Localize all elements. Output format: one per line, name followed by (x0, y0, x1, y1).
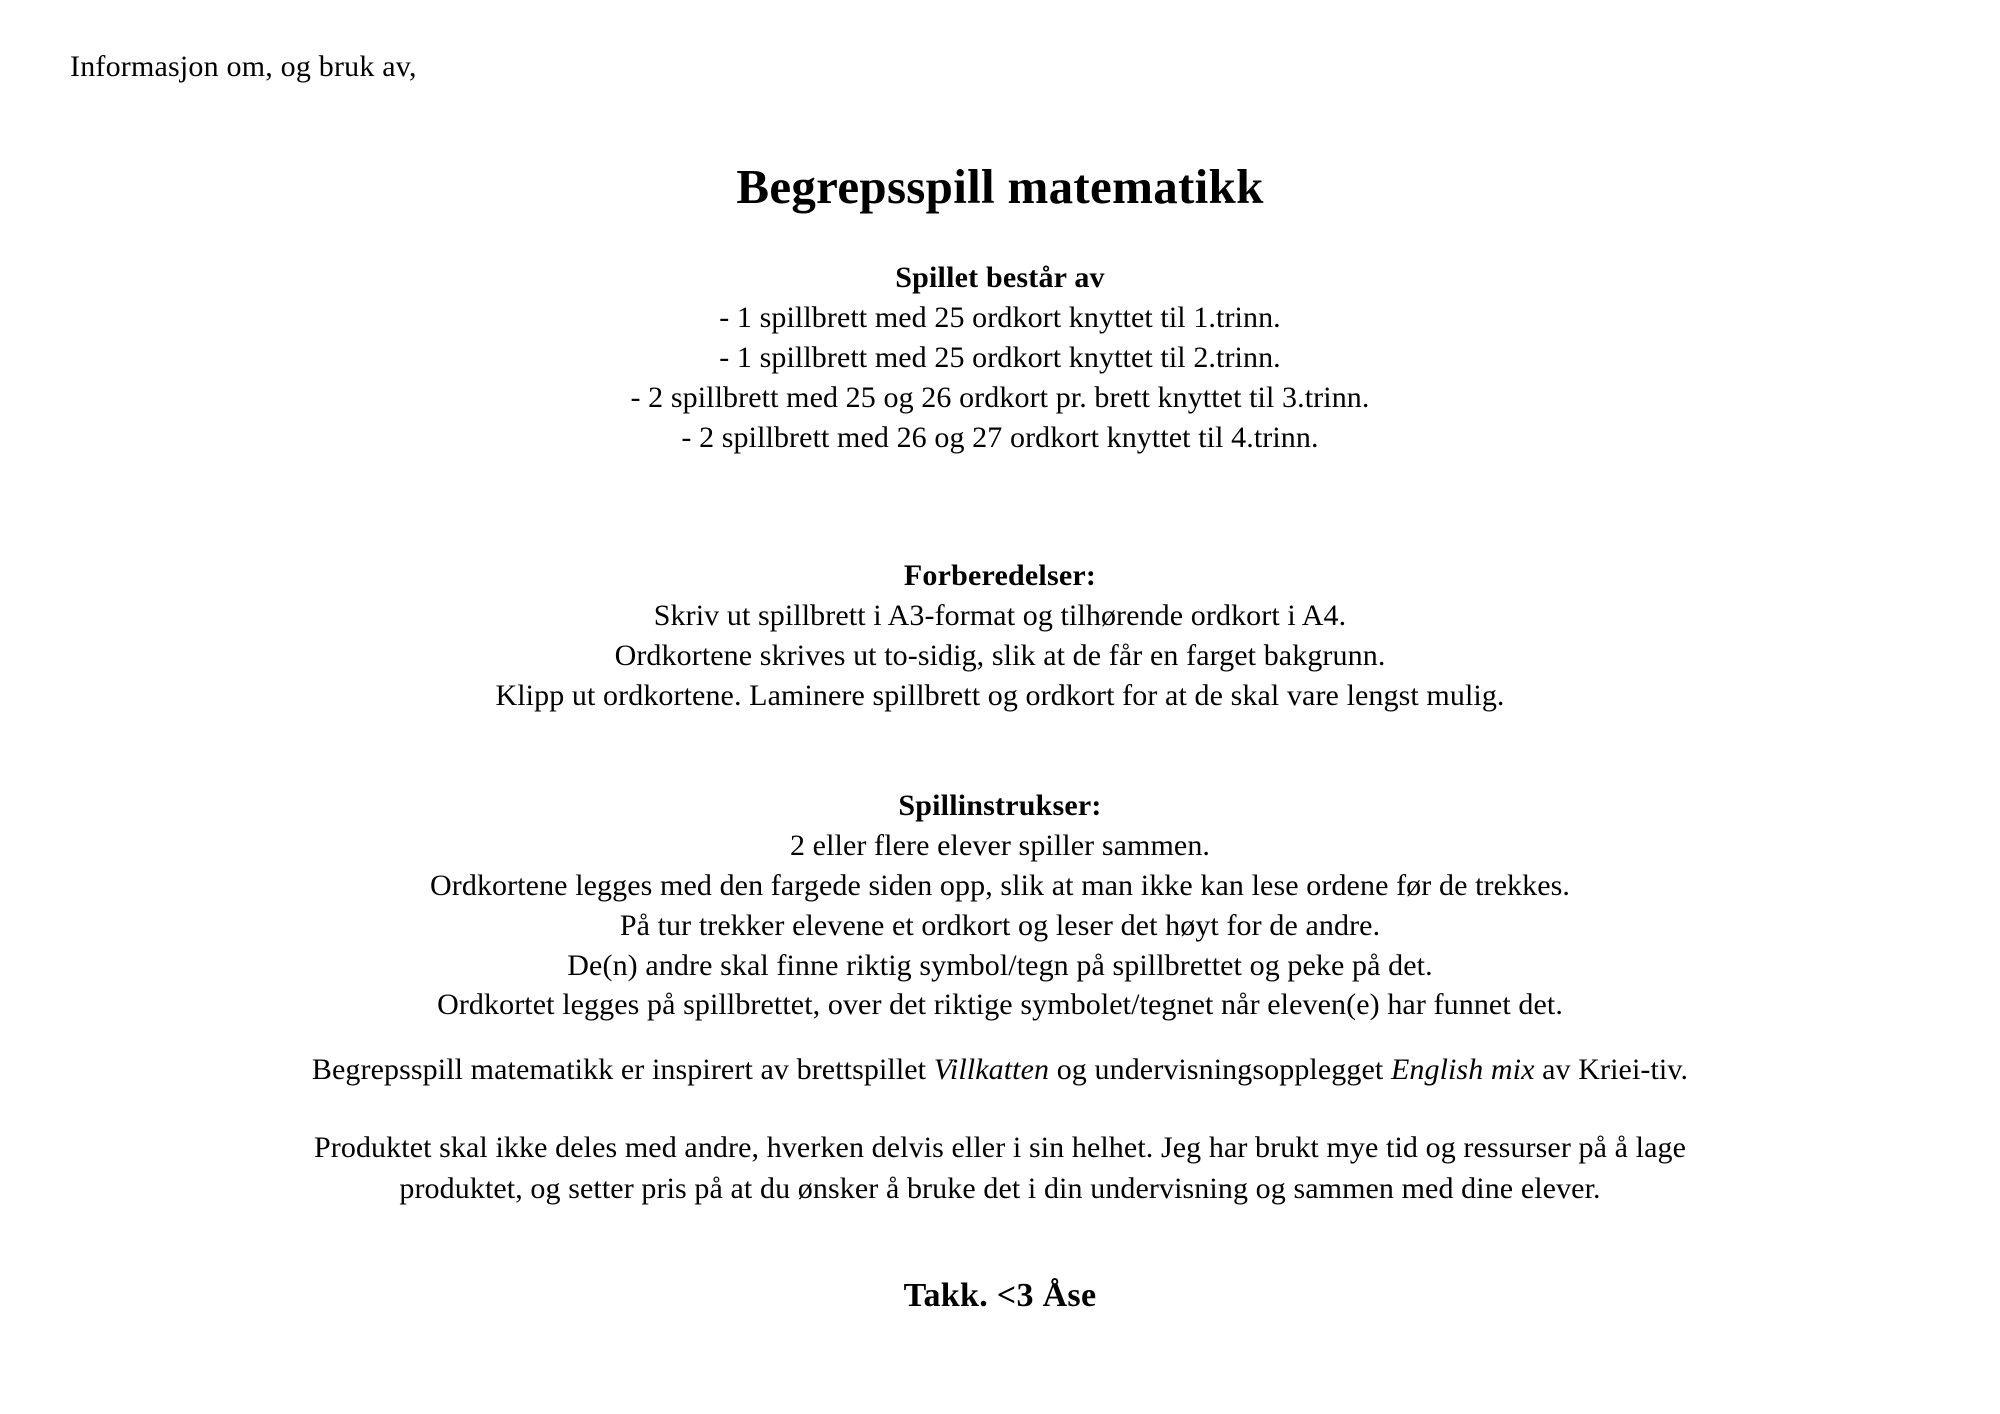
contents-line: - 1 spillbrett med 25 ordkort knyttet til 2.trinn. (719, 340, 1281, 374)
inspiration-line (0, 1050, 2000, 1090)
section-heading-instructions: Spillinstrukser: (898, 789, 1102, 822)
contents-line: - 1 spillbrett med 25 ordkort knyttet til 1.trinn. (719, 300, 1281, 334)
instructions-line: Ordkortene legges med den fargede siden opp, slik at man ikke kan lese ordene før de trekkes. (429, 868, 1571, 902)
sharing-paragraph-text: Produktet skal ikke deles med andre, hverken delvis eller i sin helhet. Jeg har brukt mye tid og ressurser på å lage produktet, og setter pris på at du ønsker å bruke det i din undervisning og sammen med dine elever. (313, 1131, 1687, 1205)
section-inspiration (0, 1050, 2000, 1090)
inspiration-text-part-3: av Kriei-tiv. (1534, 1053, 1689, 1086)
preparations-line: Klipp ut ordkortene. Laminere spillbrett og ordkort for at de skal vare lengst mulig. (495, 678, 1505, 712)
inspiration-text-part-2: og undervisningsopplegget (1049, 1053, 1391, 1086)
inspiration-text-part-1: Begrepsspill matematikk er inspirert av brettspillet (311, 1053, 934, 1086)
preparations-line: Skriv ut spillbrett i A3-format og tilhørende ordkort i A4. (653, 598, 1347, 632)
sharing-paragraph (0, 1128, 2000, 1209)
page-title: Begrepsspill matematikk (736, 158, 1264, 214)
preparations-line: Ordkortene skrives ut to-sidig, slik at de får en farget bakgrunn. (614, 638, 1386, 672)
instructions-line: På tur trekker elevene et ordkort og leser det høyt for de andre. (619, 908, 1381, 942)
instructions-line: De(n) andre skal finne riktig symbol/tegn på spillbrettet og peke på det. (567, 948, 1433, 982)
instructions-line: 2 eller flere elever spiller sammen. (789, 828, 1211, 862)
intro-line: Informasjon om, og bruk av, (70, 50, 417, 83)
section-game-contents (0, 258, 2000, 457)
closing-signature: Takk. <3 Åse (903, 1277, 1097, 1314)
inspiration-title-villkatten: Villkatten (933, 1053, 1050, 1086)
section-closing (0, 1276, 2000, 1317)
section-preparations (0, 556, 2000, 716)
section-instructions (0, 786, 2000, 1025)
contents-line: - 2 spillbrett med 25 og 26 ordkort pr. brett knyttet til 3.trinn. (630, 380, 1370, 414)
contents-line: - 2 spillbrett med 26 og 27 ordkort knyttet til 4.trinn. (681, 420, 1319, 454)
inspiration-title-english-mix: English mix (1390, 1053, 1535, 1086)
section-heading-contents: Spillet består av (895, 261, 1105, 294)
section-sharing-terms (0, 1128, 2000, 1209)
instructions-line: Ordkortet legges på spillbrettet, over det riktige symbolet/tegnet når eleven(e) har funnet det. (437, 988, 1563, 1022)
section-heading-preparations: Forberedelser: (903, 559, 1097, 592)
